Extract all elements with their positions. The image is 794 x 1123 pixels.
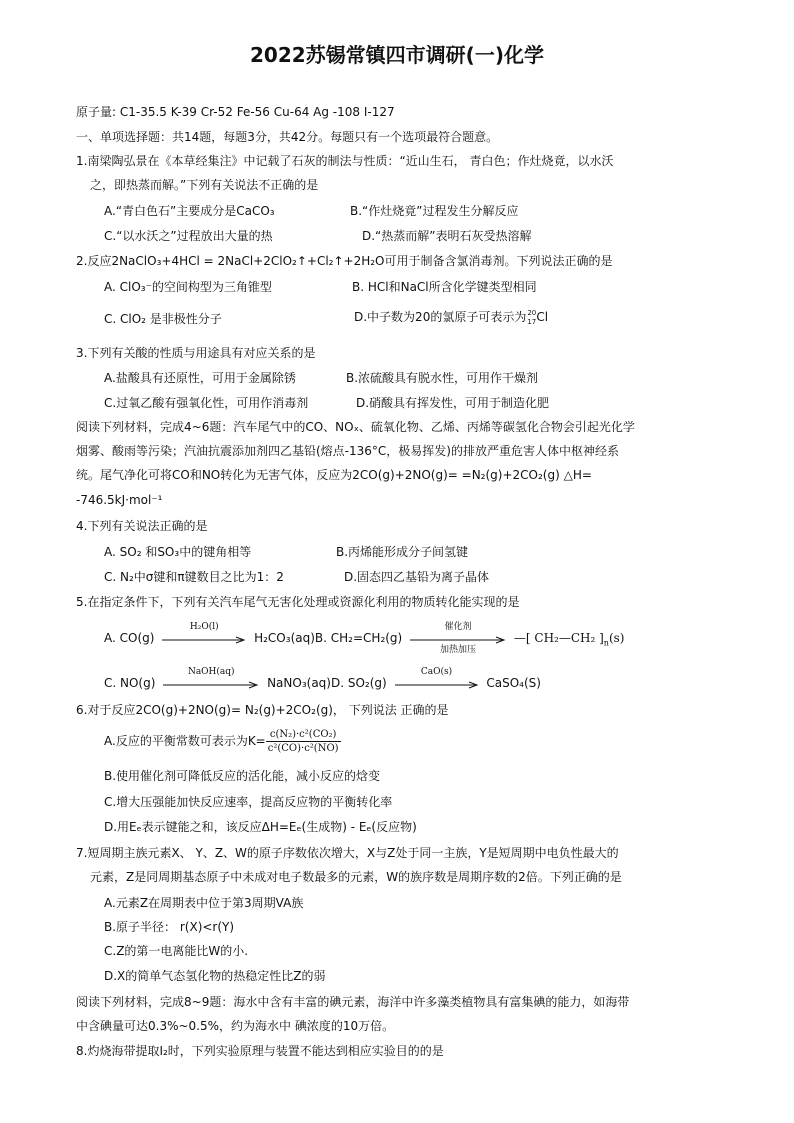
q1-stem-line1: 1.南梁陶弘景在《本草经集注》中记载了石灰的制法与性质：“近山生石， 青白色；作灶烧竟，以水沃	[76, 154, 614, 168]
q2-option-c: C. ClO₂ 是非极性分子	[104, 312, 222, 326]
q5-c-product: NaNO₃(aq)	[267, 676, 331, 690]
q5-c-condition: NaOH(aq)	[187, 666, 235, 677]
q5-d-product: CaSO₄(S)	[486, 676, 541, 690]
section-header: 一、单项选择题：共14题，每题3分，共42分。每题只有一个选项最符合题意。	[76, 130, 499, 144]
q5-d-condition: CaO(s)	[420, 666, 453, 677]
q3-stem: 3.下列有关酸的性质与用途具有对应关系的是	[76, 346, 316, 360]
equilibrium-constant-fraction	[266, 728, 341, 755]
q5-a-reactant: A. CO(g)	[104, 631, 155, 645]
reaction-arrow-c	[163, 666, 259, 689]
reaction-arrow-a	[162, 621, 246, 644]
reading1-line1: 阅读下列材料，完成4~6题：汽车尾气中的CO、NOₓ、硫氧化物、乙烯、丙烯等碳氢化合物会引起光化学	[76, 420, 635, 434]
q1-option-d: D.“热蒸而解”表明石灰受热溶解	[362, 229, 532, 243]
q7-stem-line2: 元素，Z是同周期基态原子中未成对电子数最多的元素，W的族序数是周期序数的2倍。下列正确的是	[90, 870, 622, 884]
reaction-arrow-d	[395, 666, 479, 689]
q6-option-a	[104, 726, 504, 760]
q3-option-d: D.硝酸具有挥发性，可用于制造化肥	[356, 396, 550, 410]
q2-option-b: B. HCl和NaCl所含化学键类型相同	[352, 280, 537, 294]
q6-option-c: C.增大压强能加快反应速率，提高反应物的平衡转化率	[104, 795, 393, 809]
q6-option-b: B.使用催化剂可降低反应的活化能，减小反应的焓变	[104, 769, 381, 783]
q5-b-condition-bottom: 加热加压	[440, 644, 477, 655]
q5-row-cd	[104, 666, 784, 691]
q4-option-a: A. SO₂ 和SO₃中的键角相等	[104, 545, 252, 559]
chlorine-isotope-notation: 20 17	[527, 308, 537, 326]
chlorine-symbol: Cl	[536, 310, 549, 324]
q7-stem-line1: 7.短周期主族元素X、 Y、Z、W的原子序数依次增大，X与Z处于同一主族，Y是短周期中电负性最大的	[76, 846, 619, 860]
q5-row-ab	[104, 621, 784, 655]
fraction-numerator: c(N₂)·c²(CO₂)	[266, 728, 341, 742]
arrow-icon	[395, 681, 479, 689]
q5-b-reactant: B. CH₂=CH₂(g)	[314, 631, 403, 645]
q5-c-reactant: C. NO(g)	[104, 676, 156, 690]
q7-option-b: B.原子半径： r(X)<r(Y)	[104, 920, 235, 934]
q5-stem: 5.在指定条件下，下列有关汽车尾气无害化处理或资源化利用的物质转化能实现的是	[76, 595, 520, 609]
q3-option-c: C.过氧乙酸有强氧化性，可用作消毒剂	[104, 396, 309, 410]
page-title: 2022苏锡常镇四市调研(一)化学	[250, 43, 544, 67]
q7-option-a: A.元素Z在周期表中位于第3周期VA族	[104, 896, 304, 910]
q5-d-reactant: D. SO₂(g)	[330, 676, 387, 690]
q5-b-condition-top: 催化剂	[444, 621, 472, 632]
q2-stem: 2.反应2NaClO₃+4HCl = 2NaCl+2ClO₂↑+Cl₂↑+2H₂O可用于制备含氯消毒剂。下列说法正确的是	[76, 254, 613, 268]
q5-a-product: H₂CO₃(aq)	[254, 631, 315, 645]
q3-option-b: B.浓硫酸具有脱水性，可用作干燥剂	[346, 371, 539, 385]
q4-option-c: C. N₂中σ键和π键数目之比为1：2	[104, 570, 284, 584]
reaction-arrow-b	[410, 621, 506, 655]
q2-option-d-text: D.中子数为20的氯原子可表示为	[354, 310, 527, 324]
reading1-line3: 统。尾气净化可将CO和NO转化为无害气体，反应为2CO(g)+2NO(g)= =N₂(g)+2CO₂(g) △H=	[76, 468, 592, 482]
q6-option-d: D.用Eₑ表示键能之和，该反应ΔH=Eₑ(生成物) - Eₑ(反应物)	[104, 820, 417, 834]
q4-stem: 4.下列有关说法正确的是	[76, 519, 208, 533]
q7-option-d: D.X的简单气态氢化物的热稳定性比Z的弱	[104, 969, 326, 983]
q1-option-c: C.“以水沃之”过程放出大量的热	[104, 229, 273, 243]
polyethylene-formula: —[ CH₂—CH₂ ]$_n(s)$	[513, 631, 625, 648]
arrow-icon	[163, 681, 259, 689]
q1-option-a: A.“青白色石”主要成分是CaCO₃	[104, 204, 275, 218]
q8-stem: 8.灼烧海带提取I₂时，下列实验原理与装置不能达到相应实验目的的是	[76, 1044, 444, 1058]
q3-option-a: A.盐酸具有还原性，可用于金属除锈	[104, 371, 296, 385]
q6-stem: 6.对于反应2CO(g)+2NO(g)= N₂(g)+2CO₂(g)， 下列说法 正确的是	[76, 703, 449, 717]
q4-option-d: D.固态四乙基铅为离子晶体	[344, 570, 490, 584]
arrow-icon	[162, 636, 246, 644]
q2-option-a: A. ClO₃⁻的空间构型为三角锥型	[104, 280, 272, 294]
q6-option-a-text: A.反应的平衡常数可表示为K=	[104, 734, 266, 748]
q5-a-condition: H₂O(l)	[189, 621, 219, 632]
atomic-masses: 原子量: C1-35.5 K-39 Cr-52 Fe-56 Cu-64 Ag -108 I-127	[76, 105, 395, 119]
q4-option-b: B.丙烯能形成分子间氢键	[336, 545, 469, 559]
q1-option-b: B.“作灶烧竟”过程发生分解反应	[350, 204, 519, 218]
q7-option-c: C.Z的第一电离能比W的小.	[104, 944, 249, 958]
reading2-line1: 阅读下列材料，完成8~9题：海水中含有丰富的碘元素，海洋中许多藻类植物具有富集碘的能力，如海带	[76, 995, 630, 1009]
fraction-denominator: c²(CO)·c²(NO)	[267, 743, 339, 754]
reading2-line2: 中含碘量可达0.3%~0.5%，约为海水中 碘浓度的10万倍。	[76, 1019, 395, 1033]
q1-stem-line2: 之，即热蒸而解。”下列有关说法不正确的是	[90, 178, 319, 192]
reading1-line2: 烟雾、酸雨等污染；汽油抗震添加剂四乙基铅(熔点-136°C，极易挥发)的排放严重危害人体中枢神经系	[76, 444, 619, 458]
reading1-line4: -746.5kJ·mol⁻¹	[76, 493, 163, 507]
q2-option-d	[354, 309, 654, 326]
